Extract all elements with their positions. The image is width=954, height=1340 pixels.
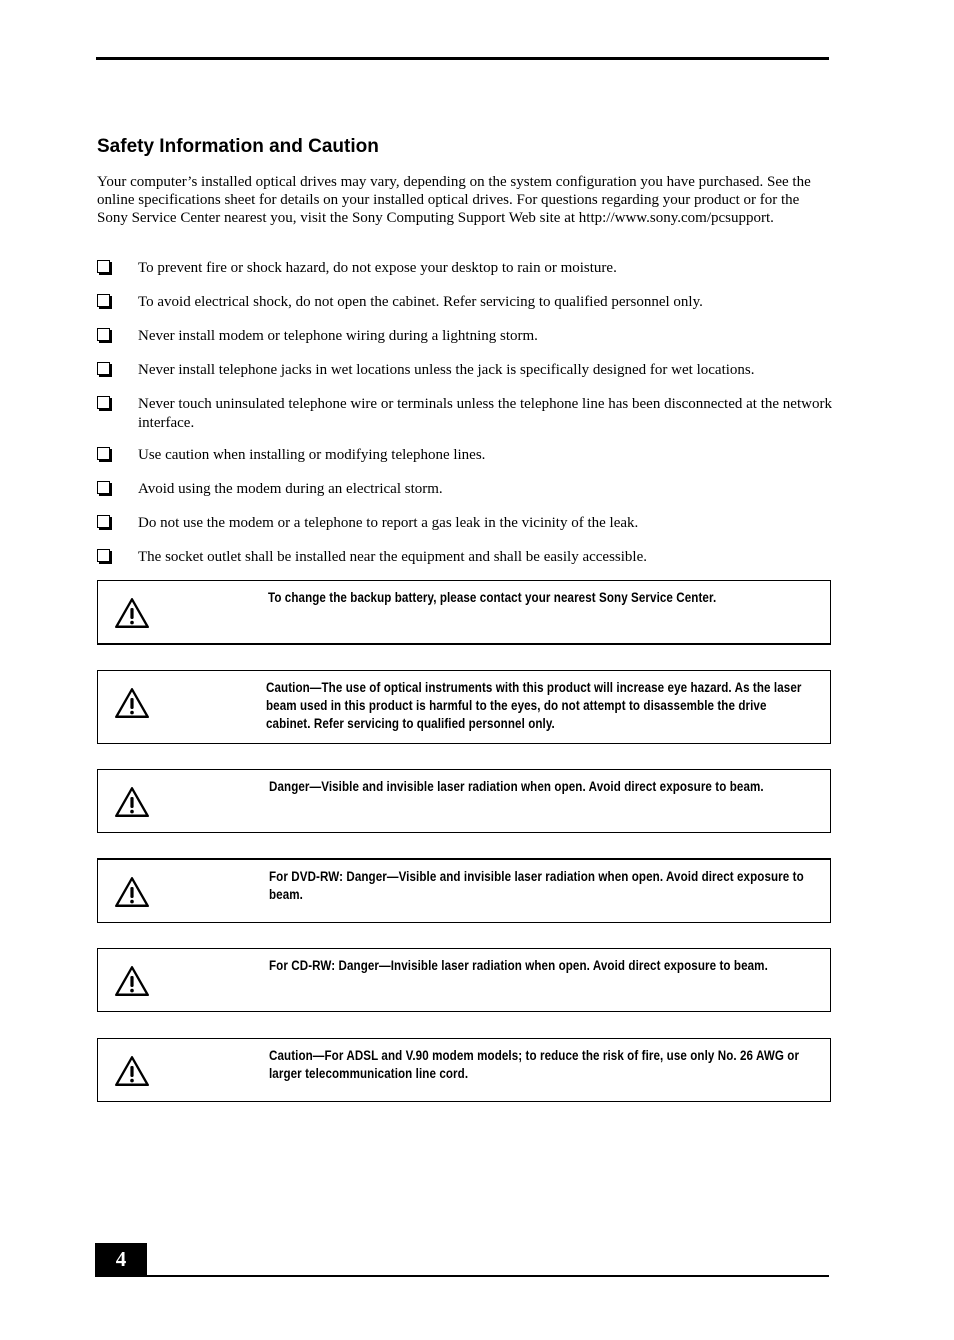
- page-number: 4: [95, 1243, 147, 1277]
- warning-triangle-icon: [114, 786, 150, 818]
- warning-text: Danger—Visible and invisible laser radiation when open. Avoid direct exposure to beam.: [269, 779, 764, 794]
- checkbox-bullet-icon: [97, 328, 110, 341]
- warning-text: To change the backup battery, please contact your nearest Sony Service Center.: [268, 590, 717, 605]
- warning-text: For CD-RW: Danger—Invisible laser radiation when open. Avoid direct exposure to beam.: [269, 958, 768, 973]
- list-item-text: Avoid using the modem during an electrical storm.: [138, 481, 443, 497]
- warning-box: [97, 769, 831, 833]
- checkbox-bullet-icon: [97, 362, 110, 375]
- warning-triangle-icon: [114, 876, 150, 908]
- list-item-text: To prevent fire or shock hazard, do not expose your desktop to rain or moisture.: [138, 260, 617, 276]
- list-item-text: Never touch uninsulated telephone wire or terminals unless the telephone line has been disconnected at the network interface.: [138, 396, 832, 431]
- warning-box: [97, 670, 831, 744]
- header-rule: [96, 57, 829, 60]
- intro-paragraph: Your computer’s installed optical drives may vary, depending on the system configuration you have purchased. See the online specifications sheet for details on your installed optical drives. For questions regarding your product or for the Sony Service Center nearest you, visit the Sony Computing Support Web site at http://www.sony.com/pcsupport.: [97, 174, 811, 226]
- list-item-text: To avoid electrical shock, do not open the cabinet. Refer servicing to qualified personnel only.: [138, 294, 703, 310]
- warning-box: [97, 580, 831, 645]
- warning-text: Caution—The use of optical instruments with this product will increase eye hazard. As the laser beam used in this product is harmful to the eyes, do not attempt to disassemble the drive cabinet. Refer servicing to qualified personnel only.: [266, 680, 802, 731]
- checkbox-bullet-icon: [97, 447, 110, 460]
- checkbox-bullet-icon: [97, 481, 110, 494]
- warning-triangle-icon: [114, 965, 150, 997]
- warning-triangle-icon: [114, 1055, 150, 1087]
- list-item-text: Use caution when installing or modifying telephone lines.: [138, 447, 486, 463]
- checkbox-bullet-icon: [97, 396, 110, 409]
- warning-text: Caution—For ADSL and V.90 modem models; to reduce the risk of fire, use only No. 26 AWG or larger telecommunication line cord.: [269, 1048, 800, 1081]
- checkbox-bullet-icon: [97, 294, 110, 307]
- warning-box: [97, 858, 831, 923]
- warning-box: [97, 1038, 831, 1102]
- warning-triangle-icon: [114, 597, 150, 629]
- footer-rule: [96, 1275, 829, 1277]
- checkbox-bullet-icon: [97, 549, 110, 562]
- warning-triangle-icon: [114, 687, 150, 719]
- list-item-text: Never install modem or telephone wiring during a lightning storm.: [138, 328, 538, 344]
- list-item-text: The socket outlet shall be installed near the equipment and shall be easily accessible.: [138, 549, 647, 565]
- section-heading: Safety Information and Caution: [97, 136, 379, 157]
- checkbox-bullet-icon: [97, 515, 110, 528]
- checkbox-bullet-icon: [97, 260, 110, 273]
- warning-text: For DVD-RW: Danger—Visible and invisible laser radiation when open. Avoid direct exposure to beam.: [269, 869, 804, 902]
- warning-box: [97, 948, 831, 1012]
- list-item-text: Do not use the modem or a telephone to report a gas leak in the vicinity of the leak.: [138, 515, 639, 531]
- list-item-text: Never install telephone jacks in wet locations unless the jack is specifically designed for wet locations.: [138, 362, 755, 378]
